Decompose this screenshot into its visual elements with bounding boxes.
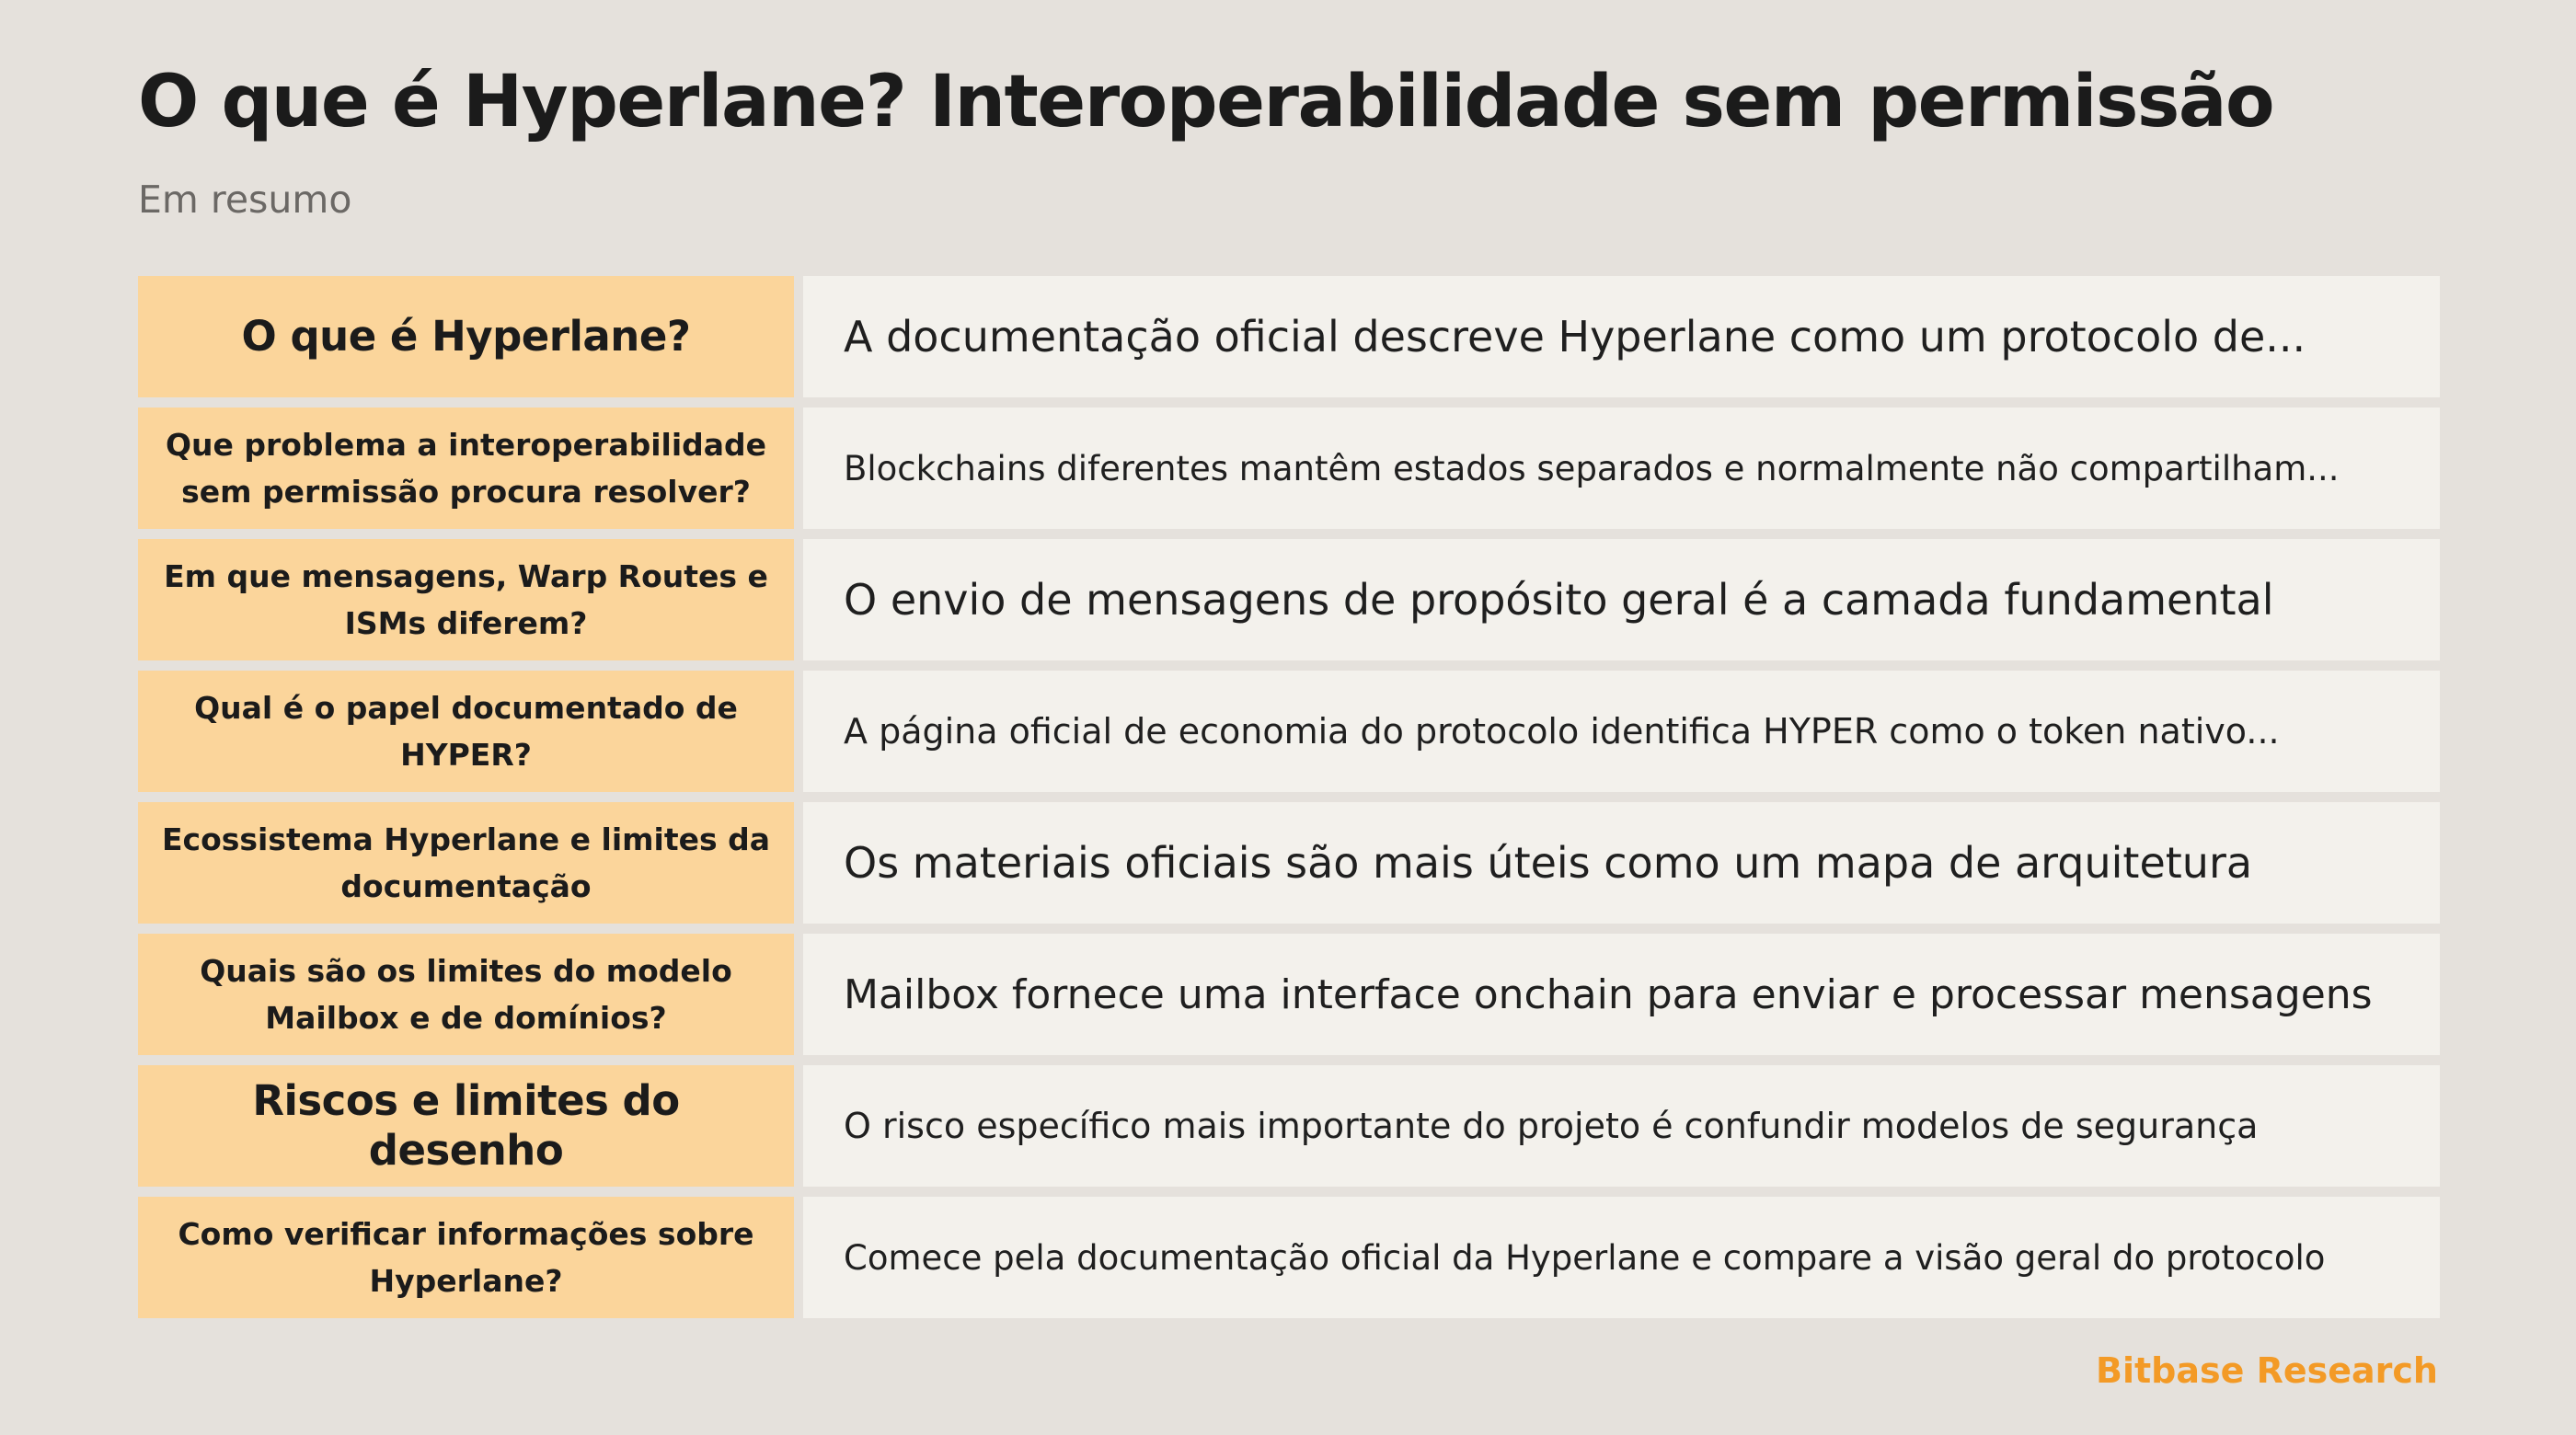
answer-cell [803,671,2440,792]
answer-cell [803,1197,2440,1318]
table-row [138,539,2440,660]
table-row [138,408,2440,529]
page-title: O que é Hyperlane? Interoperabilidade sem permissão [138,61,2274,144]
answer-cell [803,934,2440,1055]
table-row [138,802,2440,924]
answer-text: Blockchains diferentes mantêm estados separados e normalmente não compartilham... [844,448,2340,488]
table-row [138,1197,2440,1318]
question-cell: Ecossistema Hyperlane e limites da documentação [138,802,794,924]
question-cell: Que problema a interoperabilidade sem permissão procura resolver? [138,408,794,529]
answer-cell [803,276,2440,397]
question-cell: Qual é o papel documentado de HYPER? [138,671,794,792]
summary-table [138,276,2440,1328]
answer-text: A documentação oficial descreve Hyperlane como um protocolo de... [844,312,2306,362]
question-cell: Riscos e limites do desenho [138,1065,794,1187]
answer-text: Comece pela documentação oficial da Hyperlane e compare a visão geral do protocolo [844,1237,2326,1278]
page-subtitle: Em resumo [138,178,352,222]
answer-cell [803,539,2440,660]
answer-cell [803,1065,2440,1187]
brand-label: Bitbase Research [2095,1350,2438,1391]
question-cell: Em que mensagens, Warp Routes e ISMs diferem? [138,539,794,660]
question-cell: O que é Hyperlane? [138,276,794,397]
question-cell: Como verificar informações sobre Hyperlane? [138,1197,794,1318]
answer-text: A página oficial de economia do protocolo identifica HYPER como o token nativo... [844,711,2280,752]
table-row [138,671,2440,792]
answer-text: Os materiais oficiais são mais úteis como um mapa de arquitetura [844,838,2253,888]
answer-cell [803,408,2440,529]
answer-text: O envio de mensagens de propósito geral é a camada fundamental [844,575,2274,625]
table-row [138,934,2440,1055]
question-cell: Quais são os limites do modelo Mailbox e de domínios? [138,934,794,1055]
answer-text: O risco específico mais importante do projeto é confundir modelos de segurança [844,1106,2259,1146]
table-row [138,276,2440,397]
table-row [138,1065,2440,1187]
answer-text: Mailbox fornece uma interface onchain para enviar e processar mensagens [844,970,2373,1018]
answer-cell [803,802,2440,924]
